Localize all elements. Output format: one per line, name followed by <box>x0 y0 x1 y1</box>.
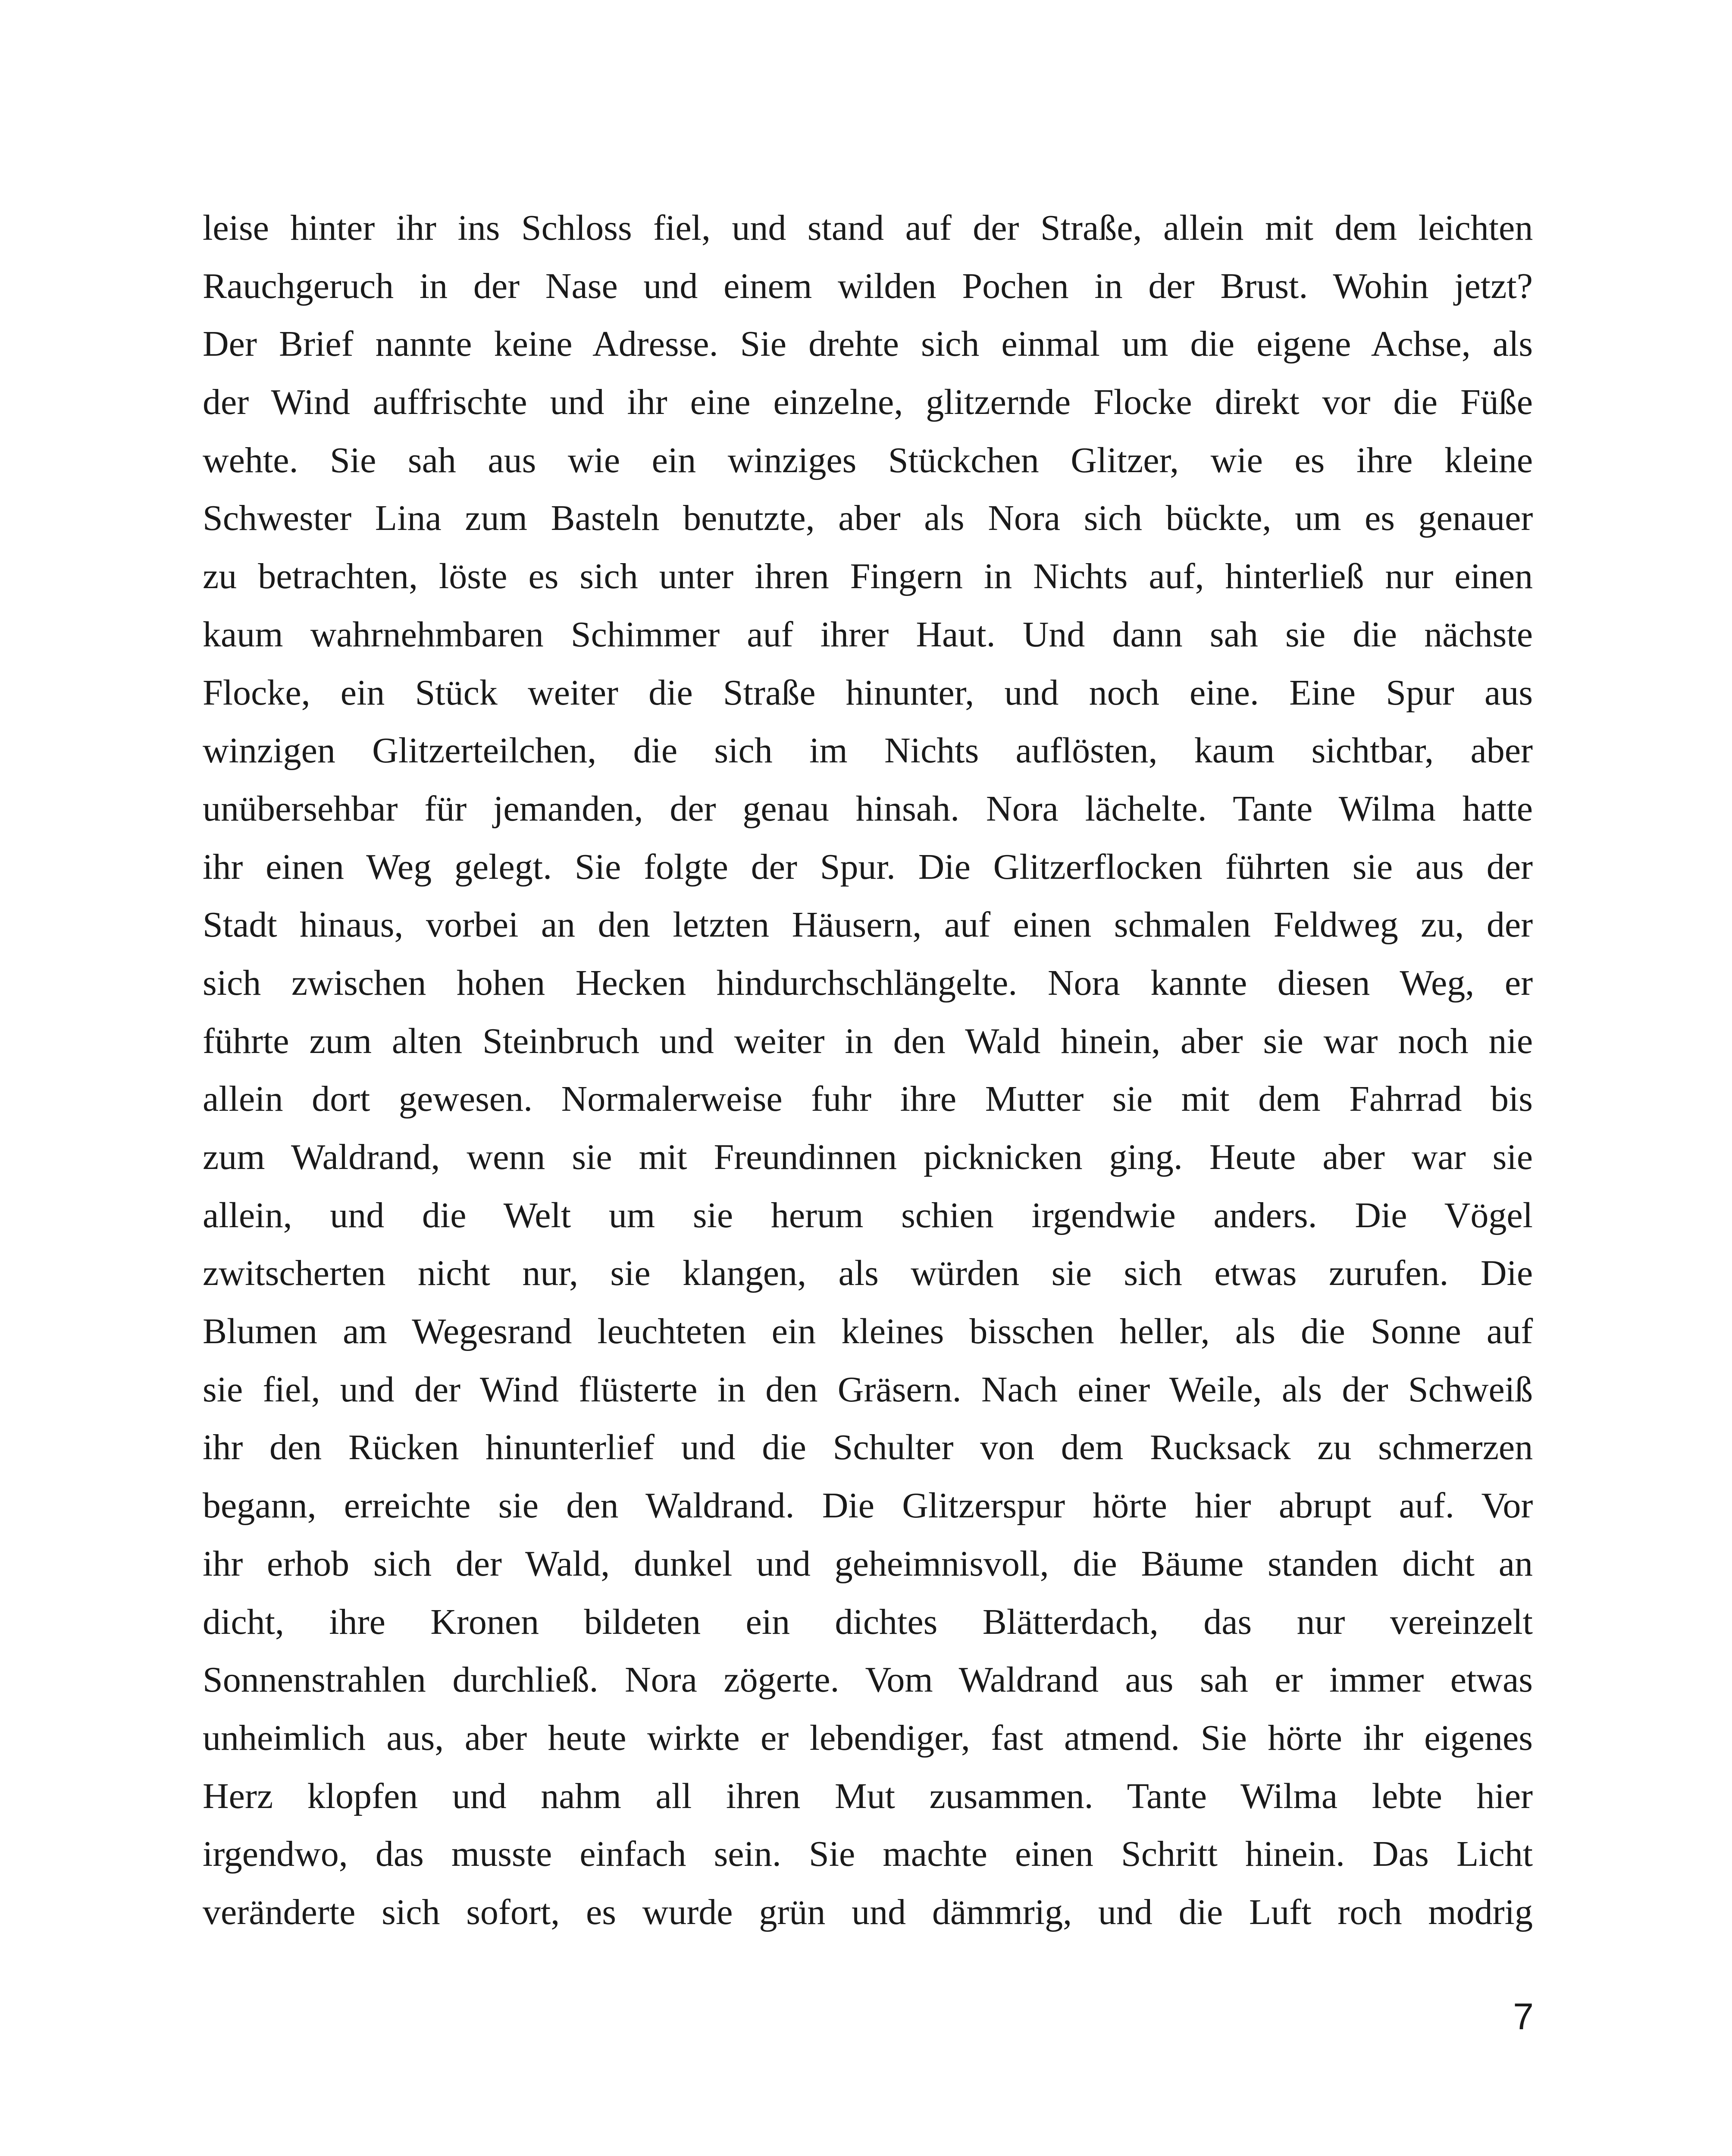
text-line: Stadt hinaus, vorbei an den letzten Häusern, auf einen schmalen Feldweg zu, der <box>203 905 1533 945</box>
text-line: allein dort gewesen. Normalerweise fuhr ihre Mutter sie mit dem Fahrrad bis <box>203 1079 1533 1119</box>
page-number: 7 <box>1513 1996 1534 2037</box>
text-line: zwitscherten nicht nur, sie klangen, als würden sie sich etwas zurufen. Die <box>203 1253 1533 1294</box>
text-line: dicht, ihre Kronen bildeten ein dichtes Blätterdach, das nur vereinzelt <box>203 1601 1533 1642</box>
text-line: Herz klopfen und nahm all ihren Mut zusammen. Tante Wilma lebte hier <box>203 1776 1533 1816</box>
text-line: der Wind auffrischte und ihr eine einzelne, glitzernde Flocke direkt vor die Füße <box>203 382 1533 423</box>
text-line: begann, erreichte sie den Waldrand. Die Glitzerspur hörte hier abrupt auf. Vor <box>203 1485 1533 1526</box>
text-line: leise hinter ihr ins Schloss fiel, und stand auf der Straße, allein mit dem leichten <box>203 208 1533 248</box>
text-line: führte zum alten Steinbruch und weiter in den Wald hinein, aber sie war noch nie <box>203 1021 1533 1061</box>
text-line: Sonnenstrahlen durchließ. Nora zögerte. Vom Waldrand aus sah er immer etwas <box>203 1660 1533 1700</box>
text-line: sie fiel, und der Wind flüsterte in den Gräsern. Nach einer Weile, als der Schweiß <box>203 1369 1533 1410</box>
text-line: unübersehbar für jemanden, der genau hinsah. Nora lächelte. Tante Wilma hatte <box>203 788 1533 829</box>
text-line: Blumen am Wegesrand leuchteten ein kleines bisschen heller, als die Sonne auf <box>203 1311 1533 1352</box>
text-line: kaum wahrnehmbaren Schimmer auf ihrer Haut. Und dann sah sie die nächste <box>203 614 1533 655</box>
text-line: unheimlich aus, aber heute wirkte er lebendiger, fast atmend. Sie hörte ihr eigenes <box>203 1717 1533 1758</box>
text-line: sich zwischen hohen Hecken hindurchschlängelte. Nora kannte diesen Weg, er <box>203 962 1533 1003</box>
text-line: irgendwo, das musste einfach sein. Sie machte einen Schritt hinein. Das Licht <box>203 1834 1533 1874</box>
text-line: veränderte sich sofort, es wurde grün und dämmrig, und die Luft roch modrig <box>203 1892 1533 1932</box>
text-line: wehte. Sie sah aus wie ein winziges Stückchen Glitzer, wie es ihre kleine <box>203 440 1533 480</box>
text-line: ihr den Rücken hinunterlief und die Schulter von dem Rucksack zu schmerzen <box>203 1427 1533 1468</box>
text-line: zu betrachten, löste es sich unter ihren Fingern in Nichts auf, hinterließ nur einen <box>203 556 1533 597</box>
text-line: Der Brief nannte keine Adresse. Sie drehte sich einmal um die eigene Achse, als <box>203 324 1533 364</box>
text-line: ihr erhob sich der Wald, dunkel und geheimnisvoll, die Bäume standen dicht an <box>203 1543 1533 1584</box>
text-line: Flocke, ein Stück weiter die Straße hinunter, und noch eine. Eine Spur aus <box>203 672 1533 713</box>
text-line: allein, und die Welt um sie herum schien irgendwie anders. Die Vögel <box>203 1195 1533 1235</box>
text-line: ihr einen Weg gelegt. Sie folgte der Spur. Die Glitzerflocken führten sie aus der <box>203 846 1533 887</box>
text-line: zum Waldrand, wenn sie mit Freundinnen picknicken ging. Heute aber war sie <box>203 1137 1533 1177</box>
text-line: Schwester Lina zum Basteln benutzte, aber als Nora sich bückte, um es genauer <box>203 498 1533 539</box>
text-line: winzigen Glitzerteilchen, die sich im Nichts auflösten, kaum sichtbar, aber <box>203 730 1533 771</box>
body-text <box>203 199 1533 1942</box>
text-line: Rauchgeruch in der Nase und einem wilden Pochen in der Brust. Wohin jetzt? <box>203 266 1533 306</box>
